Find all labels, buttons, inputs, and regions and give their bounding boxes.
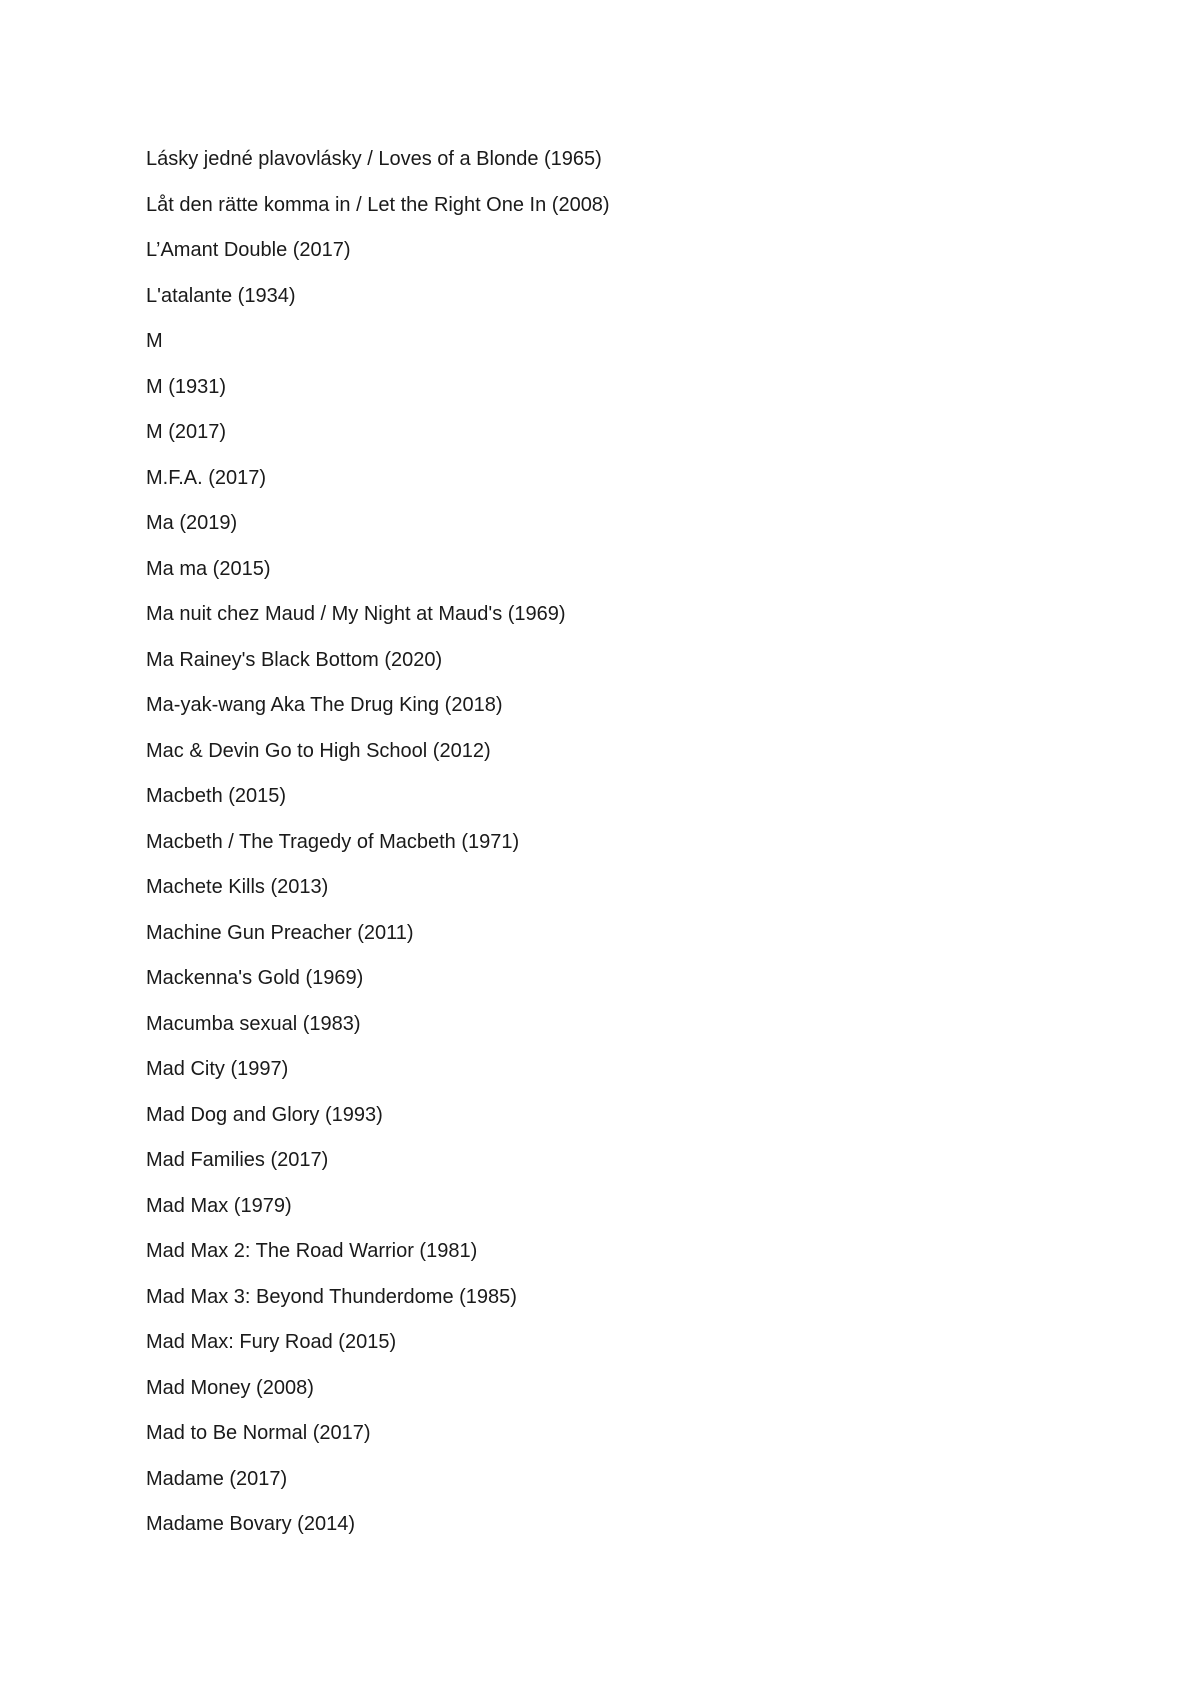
list-item: Lásky jedné plavovlásky / Loves of a Blonde (1965): [146, 148, 602, 170]
list-item: Mac & Devin Go to High School (2012): [146, 739, 491, 762]
list-item: Madame Bovary (2014): [146, 1513, 355, 1535]
list-item: Ma (2019): [146, 512, 238, 534]
film-list: [146, 141, 610, 1552]
list-item: Låt den rätte komma in / Let the Right One In (2008): [146, 193, 610, 216]
list-item: Ma Rainey's Black Bottom (2020): [146, 648, 443, 671]
list-item: Machete Kills (2013): [146, 876, 329, 898]
list-item: L'atalante (1934): [146, 284, 296, 307]
list-item: M (2017): [146, 421, 227, 443]
list-item: Mad Max: Fury Road (2015): [146, 1331, 397, 1353]
list-item: Machine Gun Preacher (2011): [146, 921, 414, 944]
list-item: Mad Dog and Glory (1993): [146, 1103, 383, 1126]
list-item: Mackenna's Gold (1969): [146, 967, 364, 989]
list-item: Mad Families (2017): [146, 1149, 329, 1171]
list-item: L’Amant Double (2017): [146, 239, 351, 261]
list-item: Mad Max 2: The Road Warrior (1981): [146, 1240, 478, 1262]
section-letter: M: [146, 330, 163, 352]
list-item: Ma-yak-wang Aka The Drug King (2018): [146, 694, 503, 716]
list-item: Mad Max (1979): [146, 1194, 292, 1217]
list-item: Ma nuit chez Maud / My Night at Maud's (1969): [146, 603, 566, 625]
list-item: Mad Money (2008): [146, 1376, 314, 1399]
list-item: Mad Max 3: Beyond Thunderdome (1985): [146, 1285, 517, 1308]
list-item: Mad City (1997): [146, 1058, 289, 1080]
list-item: Macbeth / The Tragedy of Macbeth (1971): [146, 830, 520, 853]
list-item: Madame (2017): [146, 1467, 288, 1490]
list-item: Ma ma (2015): [146, 557, 271, 580]
list-item: Mad to Be Normal (2017): [146, 1422, 371, 1444]
list-item: Macbeth (2015): [146, 785, 287, 807]
list-item: Macumba sexual (1983): [146, 1012, 361, 1035]
list-item: M (1931): [146, 375, 227, 398]
list-item: M.F.A. (2017): [146, 466, 267, 489]
